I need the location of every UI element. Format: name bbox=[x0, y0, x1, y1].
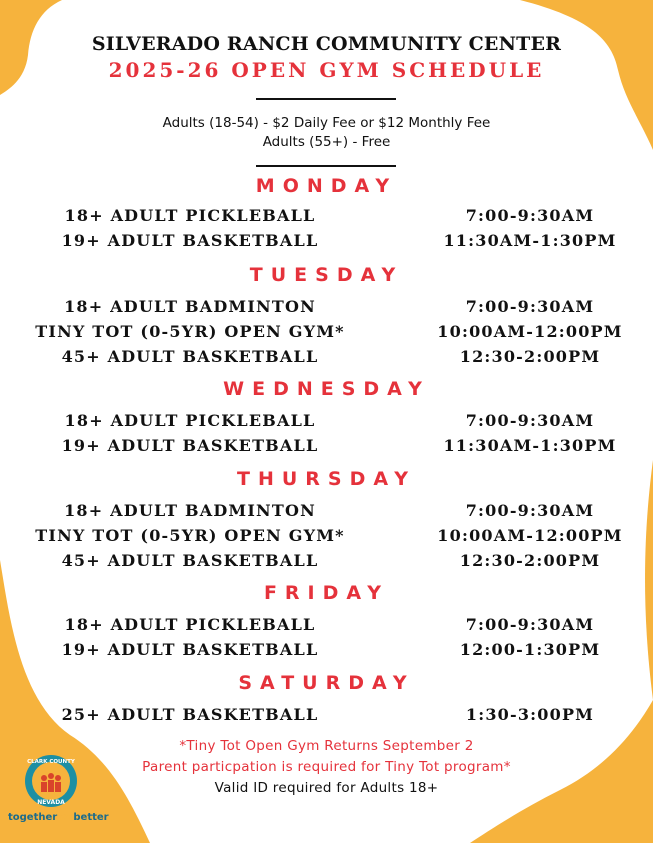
fee-adults: Adults (18-54) - $2 Daily Fee or $12 Monthly Fee bbox=[162, 115, 491, 131]
day-heading-wednesday: WEDNESDAY bbox=[223, 378, 430, 400]
activity-time: 7:00-9:30AM bbox=[465, 501, 595, 520]
activity-name: 19+ ADULT BASKETBALL bbox=[61, 436, 319, 455]
day-heading-thursday: THURSDAY bbox=[236, 468, 417, 490]
activity-time: 12:00-1:30PM bbox=[459, 640, 601, 659]
day-heading-saturday: SATURDAY bbox=[238, 672, 415, 694]
fee-divider bbox=[256, 165, 396, 167]
activity-time: 11:30AM-1:30PM bbox=[443, 436, 617, 455]
county-tagline: togetherforbetter bbox=[8, 812, 109, 823]
activity-name: 18+ ADULT PICKLEBALL bbox=[64, 411, 316, 430]
activity-time: 7:00-9:30AM bbox=[465, 615, 595, 634]
activity-time: 7:00-9:30AM bbox=[465, 206, 595, 225]
clark-county-logo bbox=[24, 754, 78, 808]
tiny-tot-return-note: *Tiny Tot Open Gym Returns September 2 bbox=[179, 738, 474, 754]
activity-time: 7:00-9:30AM bbox=[465, 297, 595, 316]
day-heading-tuesday: TUESDAY bbox=[249, 264, 404, 286]
org-title: SILVERADO RANCH COMMUNITY CENTER bbox=[91, 33, 562, 55]
valid-id-note: Valid ID required for Adults 18+ bbox=[214, 780, 439, 796]
activity-name: 18+ ADULT BADMINTON bbox=[64, 501, 316, 520]
activity-name: TINY TOT (0-5YR) OPEN GYM* bbox=[35, 526, 345, 545]
activity-time: 7:00-9:30AM bbox=[465, 411, 595, 430]
svg-text:NEVADA: NEVADA bbox=[37, 799, 65, 806]
day-heading-monday: MONDAY bbox=[255, 175, 398, 197]
activity-time: 12:30-2:00PM bbox=[459, 551, 601, 570]
activity-time: 10:00AM-12:00PM bbox=[437, 526, 623, 545]
activity-time: 11:30AM-1:30PM bbox=[443, 231, 617, 250]
activity-name: 18+ ADULT PICKLEBALL bbox=[64, 206, 316, 225]
activity-name: 18+ ADULT BADMINTON bbox=[64, 297, 316, 316]
page-title: 2025-26 OPEN GYM SCHEDULE bbox=[108, 58, 545, 82]
activity-time: 12:30-2:00PM bbox=[459, 347, 601, 366]
svg-text:CLARK COUNTY: CLARK COUNTY bbox=[27, 759, 75, 765]
activity-name: 45+ ADULT BASKETBALL bbox=[61, 551, 319, 570]
activity-name: 19+ ADULT BASKETBALL bbox=[61, 640, 319, 659]
fee-seniors: Adults (55+) - Free bbox=[262, 134, 391, 150]
activity-time: 1:30-3:00PM bbox=[465, 705, 595, 724]
title-divider bbox=[256, 98, 396, 100]
activity-name: 19+ ADULT BASKETBALL bbox=[61, 231, 319, 250]
activity-name: 18+ ADULT PICKLEBALL bbox=[64, 615, 316, 634]
day-heading-friday: FRIDAY bbox=[263, 582, 390, 604]
activity-name: 45+ ADULT BASKETBALL bbox=[61, 347, 319, 366]
activity-name: TINY TOT (0-5YR) OPEN GYM* bbox=[35, 322, 345, 341]
activity-name: 25+ ADULT BASKETBALL bbox=[61, 705, 319, 724]
activity-time: 10:00AM-12:00PM bbox=[437, 322, 623, 341]
parent-participation-note: Parent particpation is required for Tiny Tot program* bbox=[142, 759, 511, 775]
